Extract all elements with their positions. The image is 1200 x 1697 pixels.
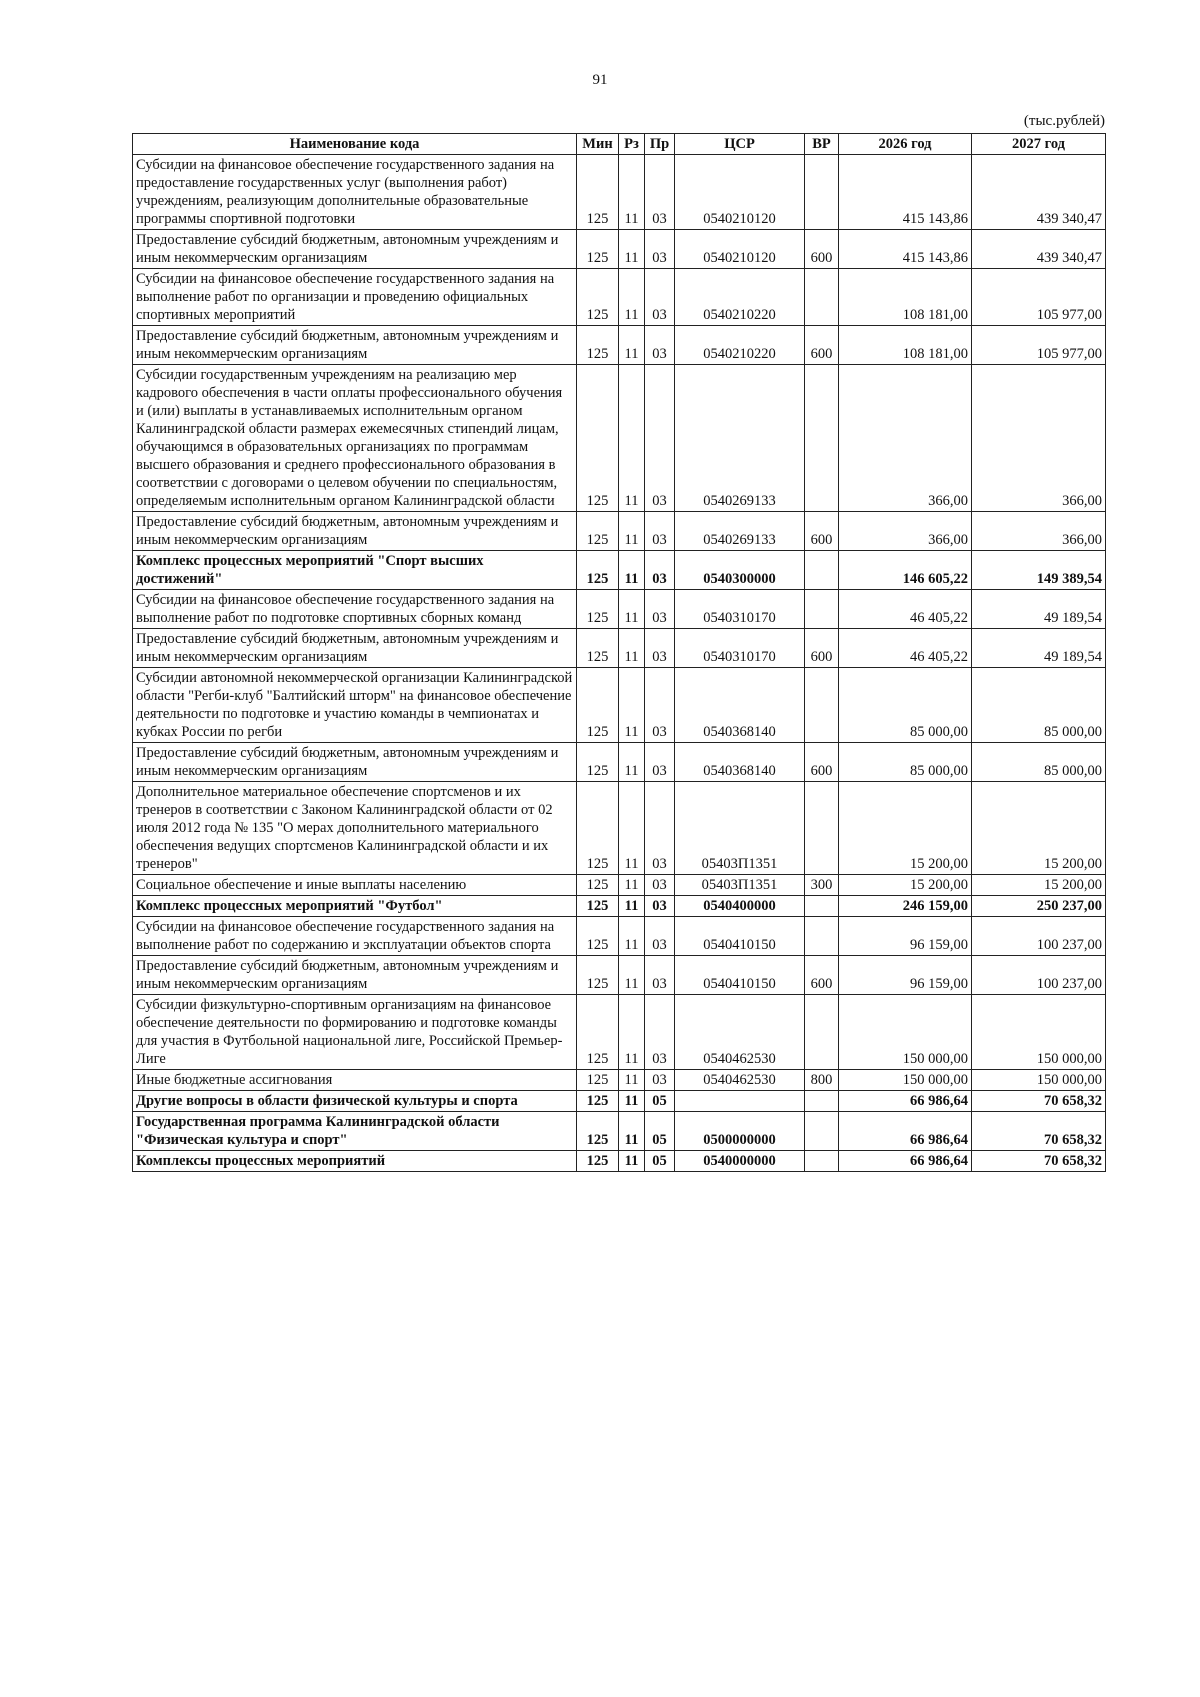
cell-vr bbox=[805, 1151, 839, 1172]
table-row bbox=[133, 1112, 1106, 1151]
cell-pr: 03 bbox=[645, 230, 675, 269]
cell-min: 125 bbox=[577, 1070, 619, 1091]
cell-name: Субсидии на финансовое обеспечение государственного задания на выполнение работ по содержанию и эксплуатации объектов спорта bbox=[133, 917, 577, 956]
cell-min: 125 bbox=[577, 995, 619, 1070]
cell-pr: 03 bbox=[645, 155, 675, 230]
cell-vr: 600 bbox=[805, 743, 839, 782]
cell-rz: 11 bbox=[619, 1112, 645, 1151]
cell-2027: 439 340,47 bbox=[972, 155, 1106, 230]
cell-name: Субсидии на финансовое обеспечение государственного задания на выполнение работ по организации и проведению официальных спортивных мероприятий bbox=[133, 269, 577, 326]
cell-vr bbox=[805, 1112, 839, 1151]
cell-pr: 03 bbox=[645, 995, 675, 1070]
cell-name: Предоставление субсидий бюджетным, автономным учреждениям и иным некоммерческим организациям bbox=[133, 743, 577, 782]
cell-vr: 600 bbox=[805, 629, 839, 668]
cell-min: 125 bbox=[577, 896, 619, 917]
cell-rz: 11 bbox=[619, 551, 645, 590]
table-row bbox=[133, 629, 1106, 668]
cell-vr bbox=[805, 782, 839, 875]
cell-2027: 100 237,00 bbox=[972, 956, 1106, 995]
cell-2026: 366,00 bbox=[839, 512, 972, 551]
cell-vr bbox=[805, 269, 839, 326]
cell-name: Предоставление субсидий бюджетным, автономным учреждениям и иным некоммерческим организациям bbox=[133, 956, 577, 995]
cell-2026: 85 000,00 bbox=[839, 743, 972, 782]
header-min: Мин bbox=[577, 134, 619, 155]
cell-2026: 108 181,00 bbox=[839, 326, 972, 365]
cell-rz: 11 bbox=[619, 743, 645, 782]
table-row bbox=[133, 875, 1106, 896]
cell-pr: 03 bbox=[645, 1070, 675, 1091]
cell-rz: 11 bbox=[619, 782, 645, 875]
table-row bbox=[133, 1070, 1106, 1091]
cell-csr: 0500000000 bbox=[675, 1112, 805, 1151]
cell-pr: 03 bbox=[645, 326, 675, 365]
cell-csr: 0540210220 bbox=[675, 326, 805, 365]
cell-min: 125 bbox=[577, 512, 619, 551]
cell-2026: 415 143,86 bbox=[839, 155, 972, 230]
cell-2027: 250 237,00 bbox=[972, 896, 1106, 917]
header-rz: Рз bbox=[619, 134, 645, 155]
cell-2026: 85 000,00 bbox=[839, 668, 972, 743]
cell-vr bbox=[805, 590, 839, 629]
cell-rz: 11 bbox=[619, 365, 645, 512]
cell-vr: 600 bbox=[805, 512, 839, 551]
cell-csr: 0540310170 bbox=[675, 590, 805, 629]
cell-name: Предоставление субсидий бюджетным, автономным учреждениям и иным некоммерческим организациям bbox=[133, 326, 577, 365]
cell-pr: 03 bbox=[645, 743, 675, 782]
cell-csr: 05403П1351 bbox=[675, 782, 805, 875]
cell-2027: 150 000,00 bbox=[972, 995, 1106, 1070]
cell-name: Субсидии физкультурно-спортивным организациям на финансовое обеспечение деятельности по формированию и подготовке команды для участия в Футбольной национальной лиге, Российской Премьер-Лиге bbox=[133, 995, 577, 1070]
cell-2027: 149 389,54 bbox=[972, 551, 1106, 590]
cell-name: Комплекс процессных мероприятий "Футбол" bbox=[133, 896, 577, 917]
cell-csr: 05403П1351 bbox=[675, 875, 805, 896]
cell-rz: 11 bbox=[619, 512, 645, 551]
cell-vr bbox=[805, 668, 839, 743]
table-row bbox=[133, 590, 1106, 629]
cell-vr bbox=[805, 896, 839, 917]
cell-pr: 03 bbox=[645, 896, 675, 917]
header-2027: 2027 год bbox=[972, 134, 1106, 155]
table-row bbox=[133, 1091, 1106, 1112]
table-row bbox=[133, 995, 1106, 1070]
cell-min: 125 bbox=[577, 782, 619, 875]
cell-vr: 600 bbox=[805, 326, 839, 365]
cell-min: 125 bbox=[577, 269, 619, 326]
cell-min: 125 bbox=[577, 629, 619, 668]
table-row bbox=[133, 782, 1106, 875]
cell-min: 125 bbox=[577, 590, 619, 629]
cell-2026: 96 159,00 bbox=[839, 956, 972, 995]
cell-name: Социальное обеспечение и иные выплаты населению bbox=[133, 875, 577, 896]
header-pr: Пр bbox=[645, 134, 675, 155]
cell-vr bbox=[805, 917, 839, 956]
cell-pr: 03 bbox=[645, 629, 675, 668]
cell-2026: 15 200,00 bbox=[839, 875, 972, 896]
cell-2027: 366,00 bbox=[972, 512, 1106, 551]
cell-min: 125 bbox=[577, 551, 619, 590]
cell-rz: 11 bbox=[619, 629, 645, 668]
cell-2026: 46 405,22 bbox=[839, 590, 972, 629]
cell-2027: 70 658,32 bbox=[972, 1151, 1106, 1172]
cell-min: 125 bbox=[577, 956, 619, 995]
cell-csr: 0540210120 bbox=[675, 230, 805, 269]
cell-rz: 11 bbox=[619, 1091, 645, 1112]
cell-2026: 150 000,00 bbox=[839, 995, 972, 1070]
cell-csr: 0540269133 bbox=[675, 512, 805, 551]
cell-vr: 800 bbox=[805, 1070, 839, 1091]
cell-2026: 66 986,64 bbox=[839, 1091, 972, 1112]
cell-vr: 600 bbox=[805, 230, 839, 269]
header-csr: ЦСР bbox=[675, 134, 805, 155]
cell-name: Субсидии автономной некоммерческой организации Калининградской области "Регби-клуб "Балтийский шторм" на финансовое обеспечение деятельности по подготовке и участию команды в чемпионатах и кубках России по регби bbox=[133, 668, 577, 743]
cell-pr: 03 bbox=[645, 269, 675, 326]
cell-2026: 66 986,64 bbox=[839, 1151, 972, 1172]
cell-2027: 366,00 bbox=[972, 365, 1106, 512]
cell-min: 125 bbox=[577, 668, 619, 743]
cell-2027: 15 200,00 bbox=[972, 875, 1106, 896]
cell-pr: 03 bbox=[645, 668, 675, 743]
cell-name: Субсидии на финансовое обеспечение государственного задания на предоставление государственных услуг (выполнения работ) учреждениям, реализующим дополнительные образовательные программы спортивной подготовки bbox=[133, 155, 577, 230]
cell-2026: 366,00 bbox=[839, 365, 972, 512]
cell-rz: 11 bbox=[619, 326, 645, 365]
cell-pr: 03 bbox=[645, 365, 675, 512]
cell-csr: 0540410150 bbox=[675, 956, 805, 995]
cell-rz: 11 bbox=[619, 995, 645, 1070]
cell-csr: 0540400000 bbox=[675, 896, 805, 917]
cell-name: Предоставление субсидий бюджетным, автономным учреждениям и иным некоммерческим организациям bbox=[133, 230, 577, 269]
table-row bbox=[133, 917, 1106, 956]
cell-pr: 05 bbox=[645, 1091, 675, 1112]
cell-rz: 11 bbox=[619, 230, 645, 269]
cell-min: 125 bbox=[577, 1151, 619, 1172]
table-header bbox=[133, 134, 1106, 155]
cell-2026: 15 200,00 bbox=[839, 782, 972, 875]
cell-rz: 11 bbox=[619, 875, 645, 896]
cell-pr: 03 bbox=[645, 512, 675, 551]
cell-vr bbox=[805, 155, 839, 230]
cell-min: 125 bbox=[577, 917, 619, 956]
budget-table bbox=[132, 133, 1106, 1172]
cell-2026: 96 159,00 bbox=[839, 917, 972, 956]
table-row bbox=[133, 365, 1106, 512]
cell-min: 125 bbox=[577, 1112, 619, 1151]
cell-2027: 15 200,00 bbox=[972, 782, 1106, 875]
cell-pr: 03 bbox=[645, 917, 675, 956]
cell-rz: 11 bbox=[619, 896, 645, 917]
cell-2026: 108 181,00 bbox=[839, 269, 972, 326]
cell-csr: 0540210220 bbox=[675, 269, 805, 326]
cell-min: 125 bbox=[577, 230, 619, 269]
cell-vr bbox=[805, 995, 839, 1070]
cell-rz: 11 bbox=[619, 590, 645, 629]
cell-2026: 46 405,22 bbox=[839, 629, 972, 668]
cell-rz: 11 bbox=[619, 269, 645, 326]
cell-min: 125 bbox=[577, 743, 619, 782]
table-row bbox=[133, 230, 1106, 269]
table-row bbox=[133, 551, 1106, 590]
cell-csr: 0540210120 bbox=[675, 155, 805, 230]
cell-rz: 11 bbox=[619, 956, 645, 995]
cell-name: Комплексы процессных мероприятий bbox=[133, 1151, 577, 1172]
cell-csr: 0540410150 bbox=[675, 917, 805, 956]
cell-2027: 85 000,00 bbox=[972, 743, 1106, 782]
units-label: (тыс.рублей) bbox=[1023, 113, 1105, 129]
cell-rz: 11 bbox=[619, 1070, 645, 1091]
cell-csr: 0540269133 bbox=[675, 365, 805, 512]
table-row bbox=[133, 743, 1106, 782]
cell-name: Предоставление субсидий бюджетным, автономным учреждениям и иным некоммерческим организациям bbox=[133, 629, 577, 668]
table-body bbox=[133, 155, 1106, 1172]
cell-name: Дополнительное материальное обеспечение спортсменов и их тренеров в соответствии с Законом Калининградской области от 02 июля 2012 года № 135 "О мерах дополнительного материального обеспечения ведущих спортсменов Калининградской области и их тренеров" bbox=[133, 782, 577, 875]
cell-2027: 150 000,00 bbox=[972, 1070, 1106, 1091]
table-row bbox=[133, 512, 1106, 551]
header-vr: ВР bbox=[805, 134, 839, 155]
cell-vr bbox=[805, 365, 839, 512]
cell-pr: 05 bbox=[645, 1151, 675, 1172]
cell-csr: 0540368140 bbox=[675, 743, 805, 782]
table-row bbox=[133, 326, 1106, 365]
cell-2027: 49 189,54 bbox=[972, 590, 1106, 629]
cell-vr: 600 bbox=[805, 956, 839, 995]
cell-2027: 49 189,54 bbox=[972, 629, 1106, 668]
cell-csr bbox=[675, 1091, 805, 1112]
table-row bbox=[133, 668, 1106, 743]
table-row bbox=[133, 269, 1106, 326]
cell-2027: 85 000,00 bbox=[972, 668, 1106, 743]
table-row bbox=[133, 1151, 1106, 1172]
cell-vr: 300 bbox=[805, 875, 839, 896]
cell-2026: 66 986,64 bbox=[839, 1112, 972, 1151]
page-number: 91 bbox=[592, 72, 608, 88]
cell-2027: 70 658,32 bbox=[972, 1112, 1106, 1151]
cell-name: Субсидии на финансовое обеспечение государственного задания на выполнение работ по подготовке спортивных сборных команд bbox=[133, 590, 577, 629]
cell-csr: 0540310170 bbox=[675, 629, 805, 668]
table-row bbox=[133, 956, 1106, 995]
cell-csr: 0540368140 bbox=[675, 668, 805, 743]
cell-2027: 70 658,32 bbox=[972, 1091, 1106, 1112]
cell-2026: 246 159,00 bbox=[839, 896, 972, 917]
cell-name: Субсидии государственным учреждениям на реализацию мер кадрового обеспечения в части оплаты профессионального обучения и (или) выплаты в устанавливаемых исполнительным органом Калининградской области размерах ежемесячных стипендий лицам, обучающимся в образовательных организациях по программам высшего образования и среднего профессионального образования в соответствии с договорами о целевом обучении по специальностям, определяемым исполнительным органом Калининградской области bbox=[133, 365, 577, 512]
cell-csr: 0540300000 bbox=[675, 551, 805, 590]
cell-name: Предоставление субсидий бюджетным, автономным учреждениям и иным некоммерческим организациям bbox=[133, 512, 577, 551]
cell-2026: 150 000,00 bbox=[839, 1070, 972, 1091]
cell-pr: 03 bbox=[645, 956, 675, 995]
cell-min: 125 bbox=[577, 155, 619, 230]
cell-pr: 03 bbox=[645, 590, 675, 629]
cell-vr bbox=[805, 551, 839, 590]
cell-pr: 05 bbox=[645, 1112, 675, 1151]
cell-rz: 11 bbox=[619, 668, 645, 743]
cell-2027: 105 977,00 bbox=[972, 326, 1106, 365]
cell-csr: 0540462530 bbox=[675, 1070, 805, 1091]
table-row bbox=[133, 155, 1106, 230]
cell-2027: 105 977,00 bbox=[972, 269, 1106, 326]
cell-2026: 146 605,22 bbox=[839, 551, 972, 590]
cell-rz: 11 bbox=[619, 917, 645, 956]
cell-rz: 11 bbox=[619, 1151, 645, 1172]
cell-min: 125 bbox=[577, 875, 619, 896]
cell-name: Государственная программа Калининградской области "Физическая культура и спорт" bbox=[133, 1112, 577, 1151]
cell-pr: 03 bbox=[645, 551, 675, 590]
cell-pr: 03 bbox=[645, 875, 675, 896]
cell-2027: 439 340,47 bbox=[972, 230, 1106, 269]
table-row bbox=[133, 896, 1106, 917]
cell-2027: 100 237,00 bbox=[972, 917, 1106, 956]
header-name: Наименование кода bbox=[133, 134, 577, 155]
cell-vr bbox=[805, 1091, 839, 1112]
cell-name: Иные бюджетные ассигнования bbox=[133, 1070, 577, 1091]
cell-min: 125 bbox=[577, 365, 619, 512]
cell-name: Другие вопросы в области физической культуры и спорта bbox=[133, 1091, 577, 1112]
cell-pr: 03 bbox=[645, 782, 675, 875]
cell-min: 125 bbox=[577, 1091, 619, 1112]
cell-csr: 0540000000 bbox=[675, 1151, 805, 1172]
cell-2026: 415 143,86 bbox=[839, 230, 972, 269]
cell-min: 125 bbox=[577, 326, 619, 365]
cell-name: Комплекс процессных мероприятий "Спорт высших достижений" bbox=[133, 551, 577, 590]
cell-rz: 11 bbox=[619, 155, 645, 230]
header-2026: 2026 год bbox=[839, 134, 972, 155]
cell-csr: 0540462530 bbox=[675, 995, 805, 1070]
